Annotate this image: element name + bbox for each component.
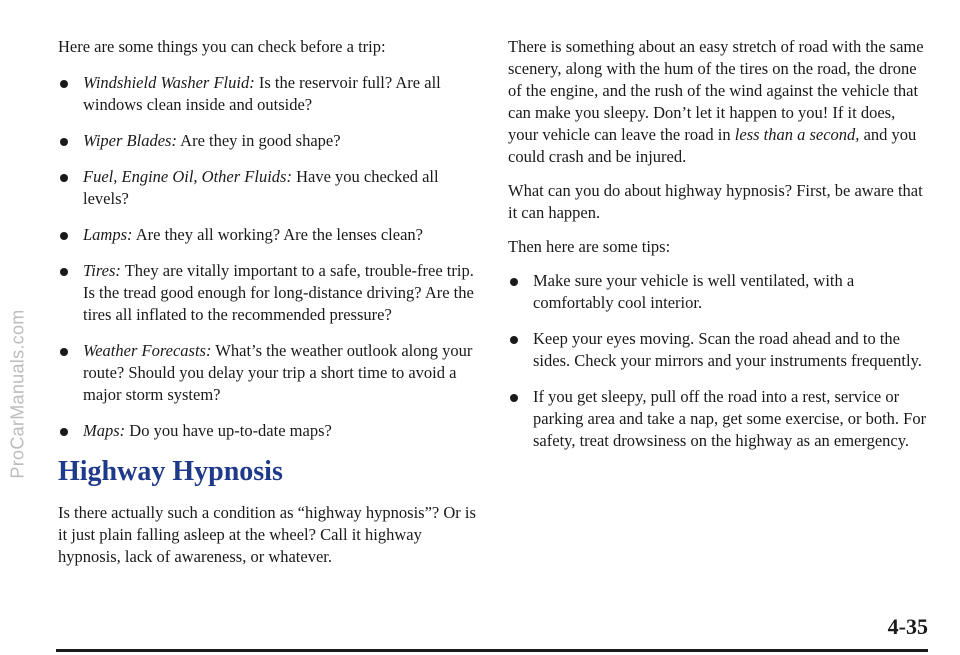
list-item [58,260,476,326]
list-item [58,166,476,210]
footer-rule [56,649,928,652]
bullet-icon [60,174,68,182]
left-column [58,36,476,580]
item-term: Weather Forecasts: [83,341,212,360]
bullet-icon [60,138,68,146]
section-heading: Highway Hypnosis [58,456,283,487]
tip-text: Make sure your vehicle is well ventilated, with a comfortably cool interior. [533,271,855,312]
item-text: Is the reservoir full? Are all windows clean inside and outside? [83,73,441,114]
right-column [508,36,928,466]
watermark [4,0,32,655]
item-term: Wiper Blades: [83,131,177,150]
tips-list [508,270,928,452]
list-item [508,386,928,452]
bullet-icon [60,232,68,240]
list-item [508,328,928,372]
checklist-intro: Here are some things you can check before a trip: [58,37,386,56]
item-text: What’s the weather outlook along your route? Should you delay your trip a short time to avoid a major storm system? [83,341,473,404]
bullet-icon [60,268,68,276]
bullet-icon [60,348,68,356]
item-text: They are vitally important to a safe, trouble-free trip. Is the tread good enough for long-distance driving? Are the tires all inflated to the recommended pressure? [83,261,474,324]
item-term: Windshield Washer Fluid: [83,73,255,92]
item-term: Tires: [83,261,121,280]
bullet-icon [60,80,68,88]
scenery-paragraph [508,36,928,168]
watermark-text: ProCarManuals.com [7,309,28,479]
hypnosis-intro-paragraph: Is there actually such a condition as “highway hypnosis”? Or is it just plain falling asleep at the wheel? Call it highway hypnosis, lack of awareness, or whatever. [58,503,476,566]
list-item [58,130,476,152]
scenery-text-end: and you could crash and be injured. [508,125,917,166]
list-item [58,420,476,442]
bullet-icon [510,336,518,344]
awareness-paragraph: What can you do about highway hypnosis? First, be aware that it can happen. [508,181,923,222]
bullet-icon [510,278,518,286]
item-term: Fuel, Engine Oil, Other Fluids: [83,167,292,186]
item-text: Do you have up-to-date maps? [125,421,332,440]
list-item [58,340,476,406]
trip-checklist [58,72,476,442]
scenery-text-start: There is something about an easy stretch of road with the same scenery, along with the hum of the tires on the road, the drone of the engine, and the rush of the wind against the vehicle that can make you sleepy. Don’t let it happen to you! If it does, your vehicle can leave the road in [508,37,924,144]
list-item [58,72,476,116]
item-term: Lamps: [83,225,133,244]
bullet-icon [510,394,518,402]
item-text: Have you checked all levels? [83,167,439,208]
item-text: Are they all working? Are the lenses clean? [132,225,423,244]
tip-text: If you get sleepy, pull off the road into a rest, service or parking area and take a nap, get some exercise, or both. For safety, treat drowsiness on the highway as an emergency. [533,387,927,450]
item-text: Are they in good shape? [176,131,341,150]
tips-intro: Then here are some tips: [508,237,671,256]
bullet-icon [60,428,68,436]
tip-text: Keep your eyes moving. Scan the road ahead and to the sides. Check your mirrors and your instruments frequently. [533,329,922,370]
list-item [58,224,476,246]
page-number: 4-35 [887,614,928,639]
item-term: Maps: [83,421,126,440]
list-item [508,270,928,314]
emphasis-text: less than a second, [734,125,860,144]
